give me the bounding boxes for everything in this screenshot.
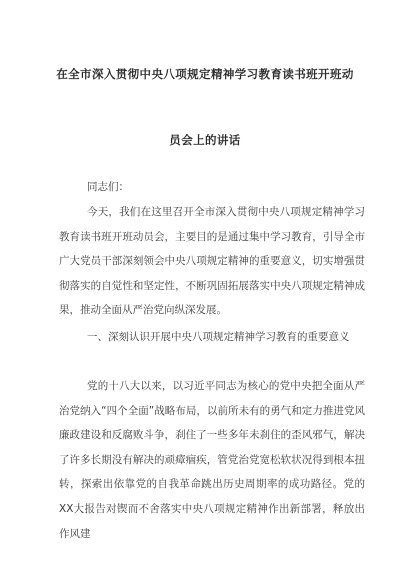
salutation: 同志们：	[87, 181, 129, 193]
document-title-line-1: 在全市深入贯彻中央八项规定精神学习教育读书班开班动	[56, 67, 354, 81]
paragraph-1: 今天，我们在这里召开全市深入贯彻中央八项规定精神学习教育读书班开班动员会，主要目的是通过集中学习教育，引导全市广大党员干部深刻领会中央八项规定精神的重要意义，切实增强贯彻落实的自觉性和坚定性，不断巩固拓展落实中央八项规定精神成果，推动全面从严治党向纵深发展。	[59, 206, 365, 317]
paragraph-2: 党的十八大以来，以习近平同志为核心的党中央把全面从严治党纳入“四个全面”战略布局，以前所未有的勇气和定力推进党风廉政建设和反腐败斗争，刹住了一些多年未刹住的歪风邪气，解决了许多长期没有解决的顽瘴痼疾，管党治党宽松软状况得到根本扭转，探索出依靠党的自我革命跳出历史周期率的成功路径。党的XX大报告对锲而不舍落实中央八项规定精神作出新部署，释放出作风建	[59, 380, 365, 540]
document-title-line-2: 员会上的讲话	[169, 133, 241, 147]
section-heading-1: 一、深刻认识开展中央八项规定精神学习教育的重要意义	[87, 331, 350, 343]
